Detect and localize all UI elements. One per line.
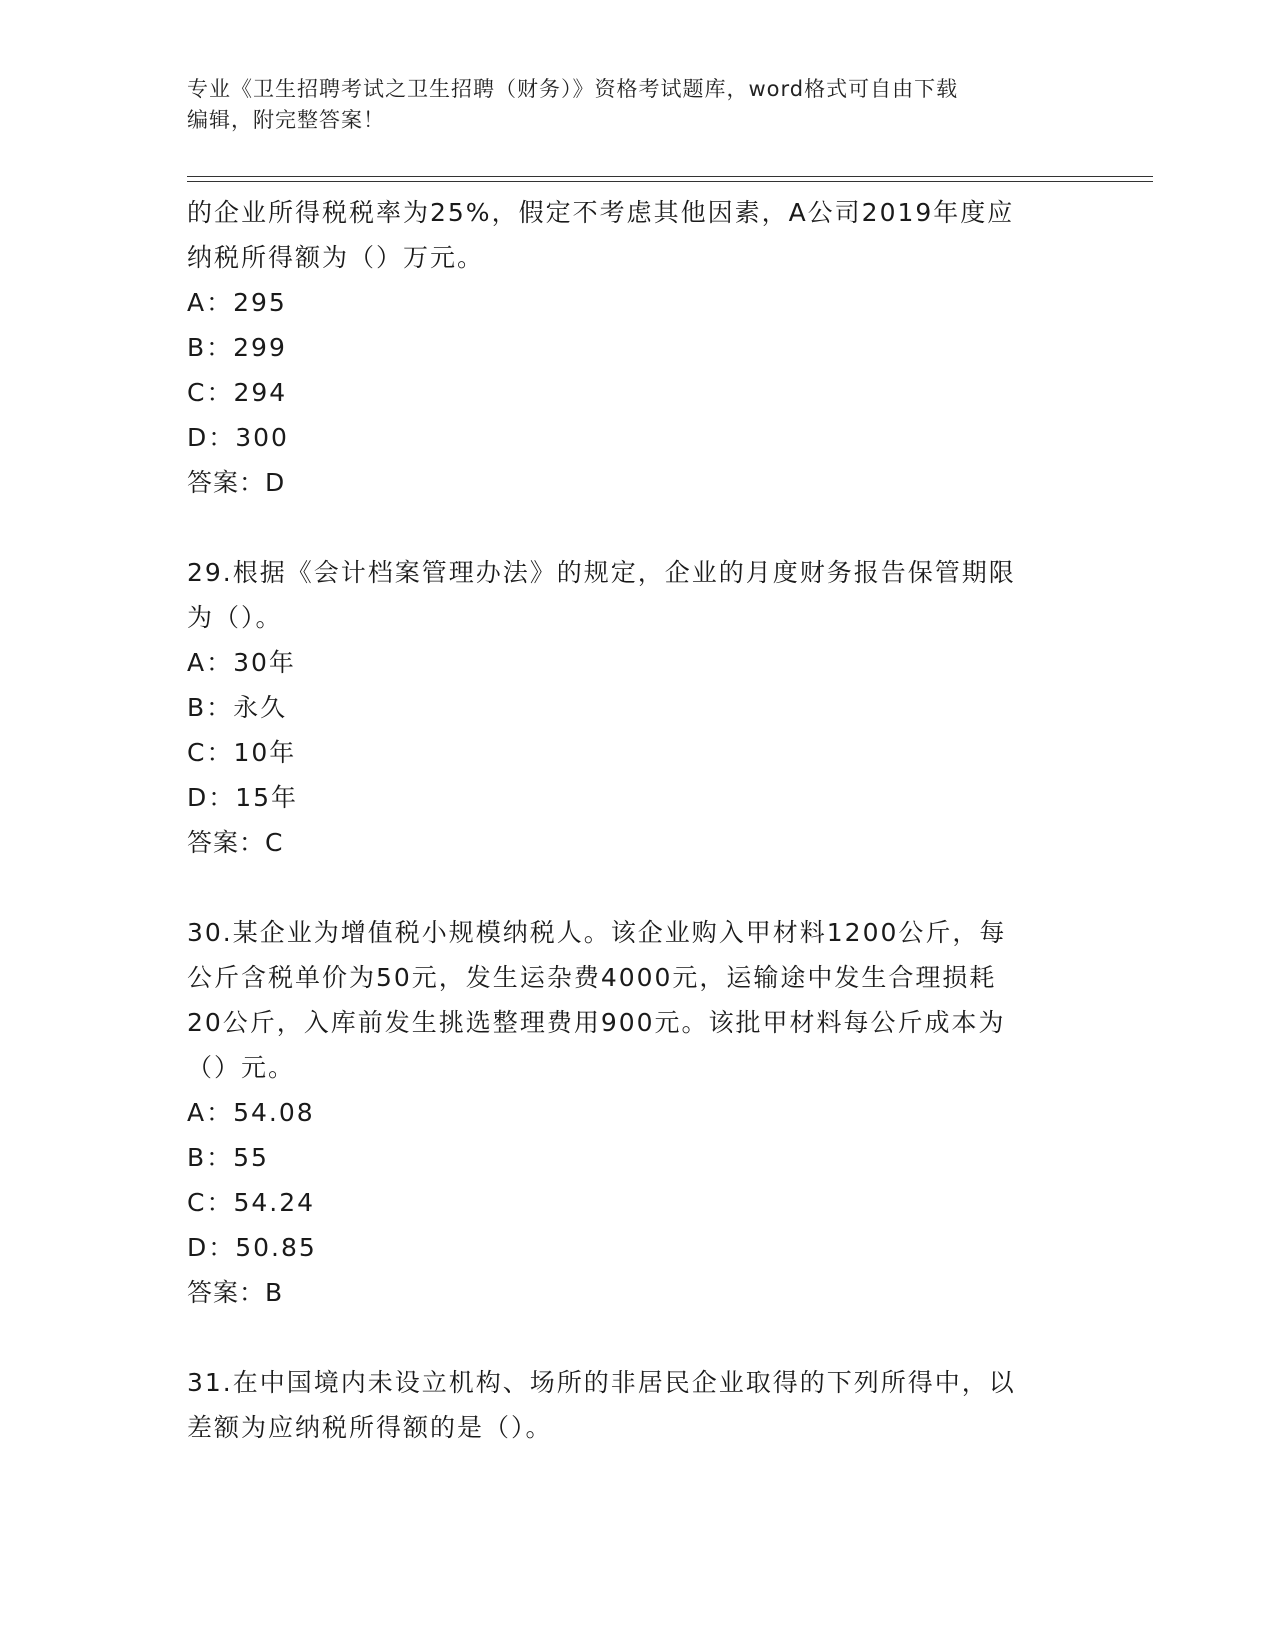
option-d: D：50.85 xyxy=(187,1233,317,1262)
question-stem: 20公斤，入库前发生挑选整理费用900元。该批甲材料每公斤成本为 xyxy=(187,1008,1006,1037)
option-b: B：55 xyxy=(187,1143,269,1172)
spacer xyxy=(187,505,1087,550)
header-line-2: 编辑，附完整答案！ xyxy=(187,108,385,132)
option-d: D：15年 xyxy=(187,783,299,812)
spacer xyxy=(187,865,1087,910)
question-stem: 的企业所得税税率为25%，假定不考虑其他因素，A公司2019年度应 xyxy=(187,198,1015,227)
spacer xyxy=(187,1315,1087,1360)
question-29 xyxy=(187,550,1087,865)
question-stem: 31.在中国境内未设立机构、场所的非居民企业取得的下列所得中，以 xyxy=(187,1368,1016,1397)
question-stem: 为（）。 xyxy=(187,603,283,632)
header-divider-top xyxy=(187,176,1153,177)
answer-label: 答案：D xyxy=(187,468,286,497)
question-stem: 29.根据《会计档案管理办法》的规定，企业的月度财务报告保管期限 xyxy=(187,558,1016,587)
header-line-1: 专业《卫生招聘考试之卫生招聘（财务）》资格考试题库，word格式可自由下载 xyxy=(187,77,959,101)
question-stem: 纳税所得额为（）万元。 xyxy=(187,243,485,272)
question-stem: 公斤含税单价为50元，发生运杂费4000元，运输途中发生合理损耗 xyxy=(187,963,997,992)
option-a: A：54.08 xyxy=(187,1098,315,1127)
question-30 xyxy=(187,910,1087,1315)
option-a: A：30年 xyxy=(187,648,296,677)
question-stem: （）元。 xyxy=(187,1053,296,1082)
option-c: C：54.24 xyxy=(187,1188,316,1217)
answer-label: 答案：B xyxy=(187,1278,284,1307)
option-a: A：295 xyxy=(187,288,287,317)
option-b: B：299 xyxy=(187,333,287,362)
document-header xyxy=(187,74,1087,136)
option-d: D：300 xyxy=(187,423,289,452)
question-stem: 差额为应纳税所得额的是（）。 xyxy=(187,1413,553,1442)
option-c: C：10年 xyxy=(187,738,297,767)
option-c: C：294 xyxy=(187,378,288,407)
option-b: B：永久 xyxy=(187,693,288,722)
header-divider-bottom xyxy=(187,181,1153,182)
question-stem: 30.某企业为增值税小规模纳税人。该企业购入甲材料1200公斤，每 xyxy=(187,918,1007,947)
question-31 xyxy=(187,1360,1087,1450)
question-content xyxy=(187,190,1087,1450)
question-28 xyxy=(187,190,1087,505)
answer-label: 答案：C xyxy=(187,828,284,857)
